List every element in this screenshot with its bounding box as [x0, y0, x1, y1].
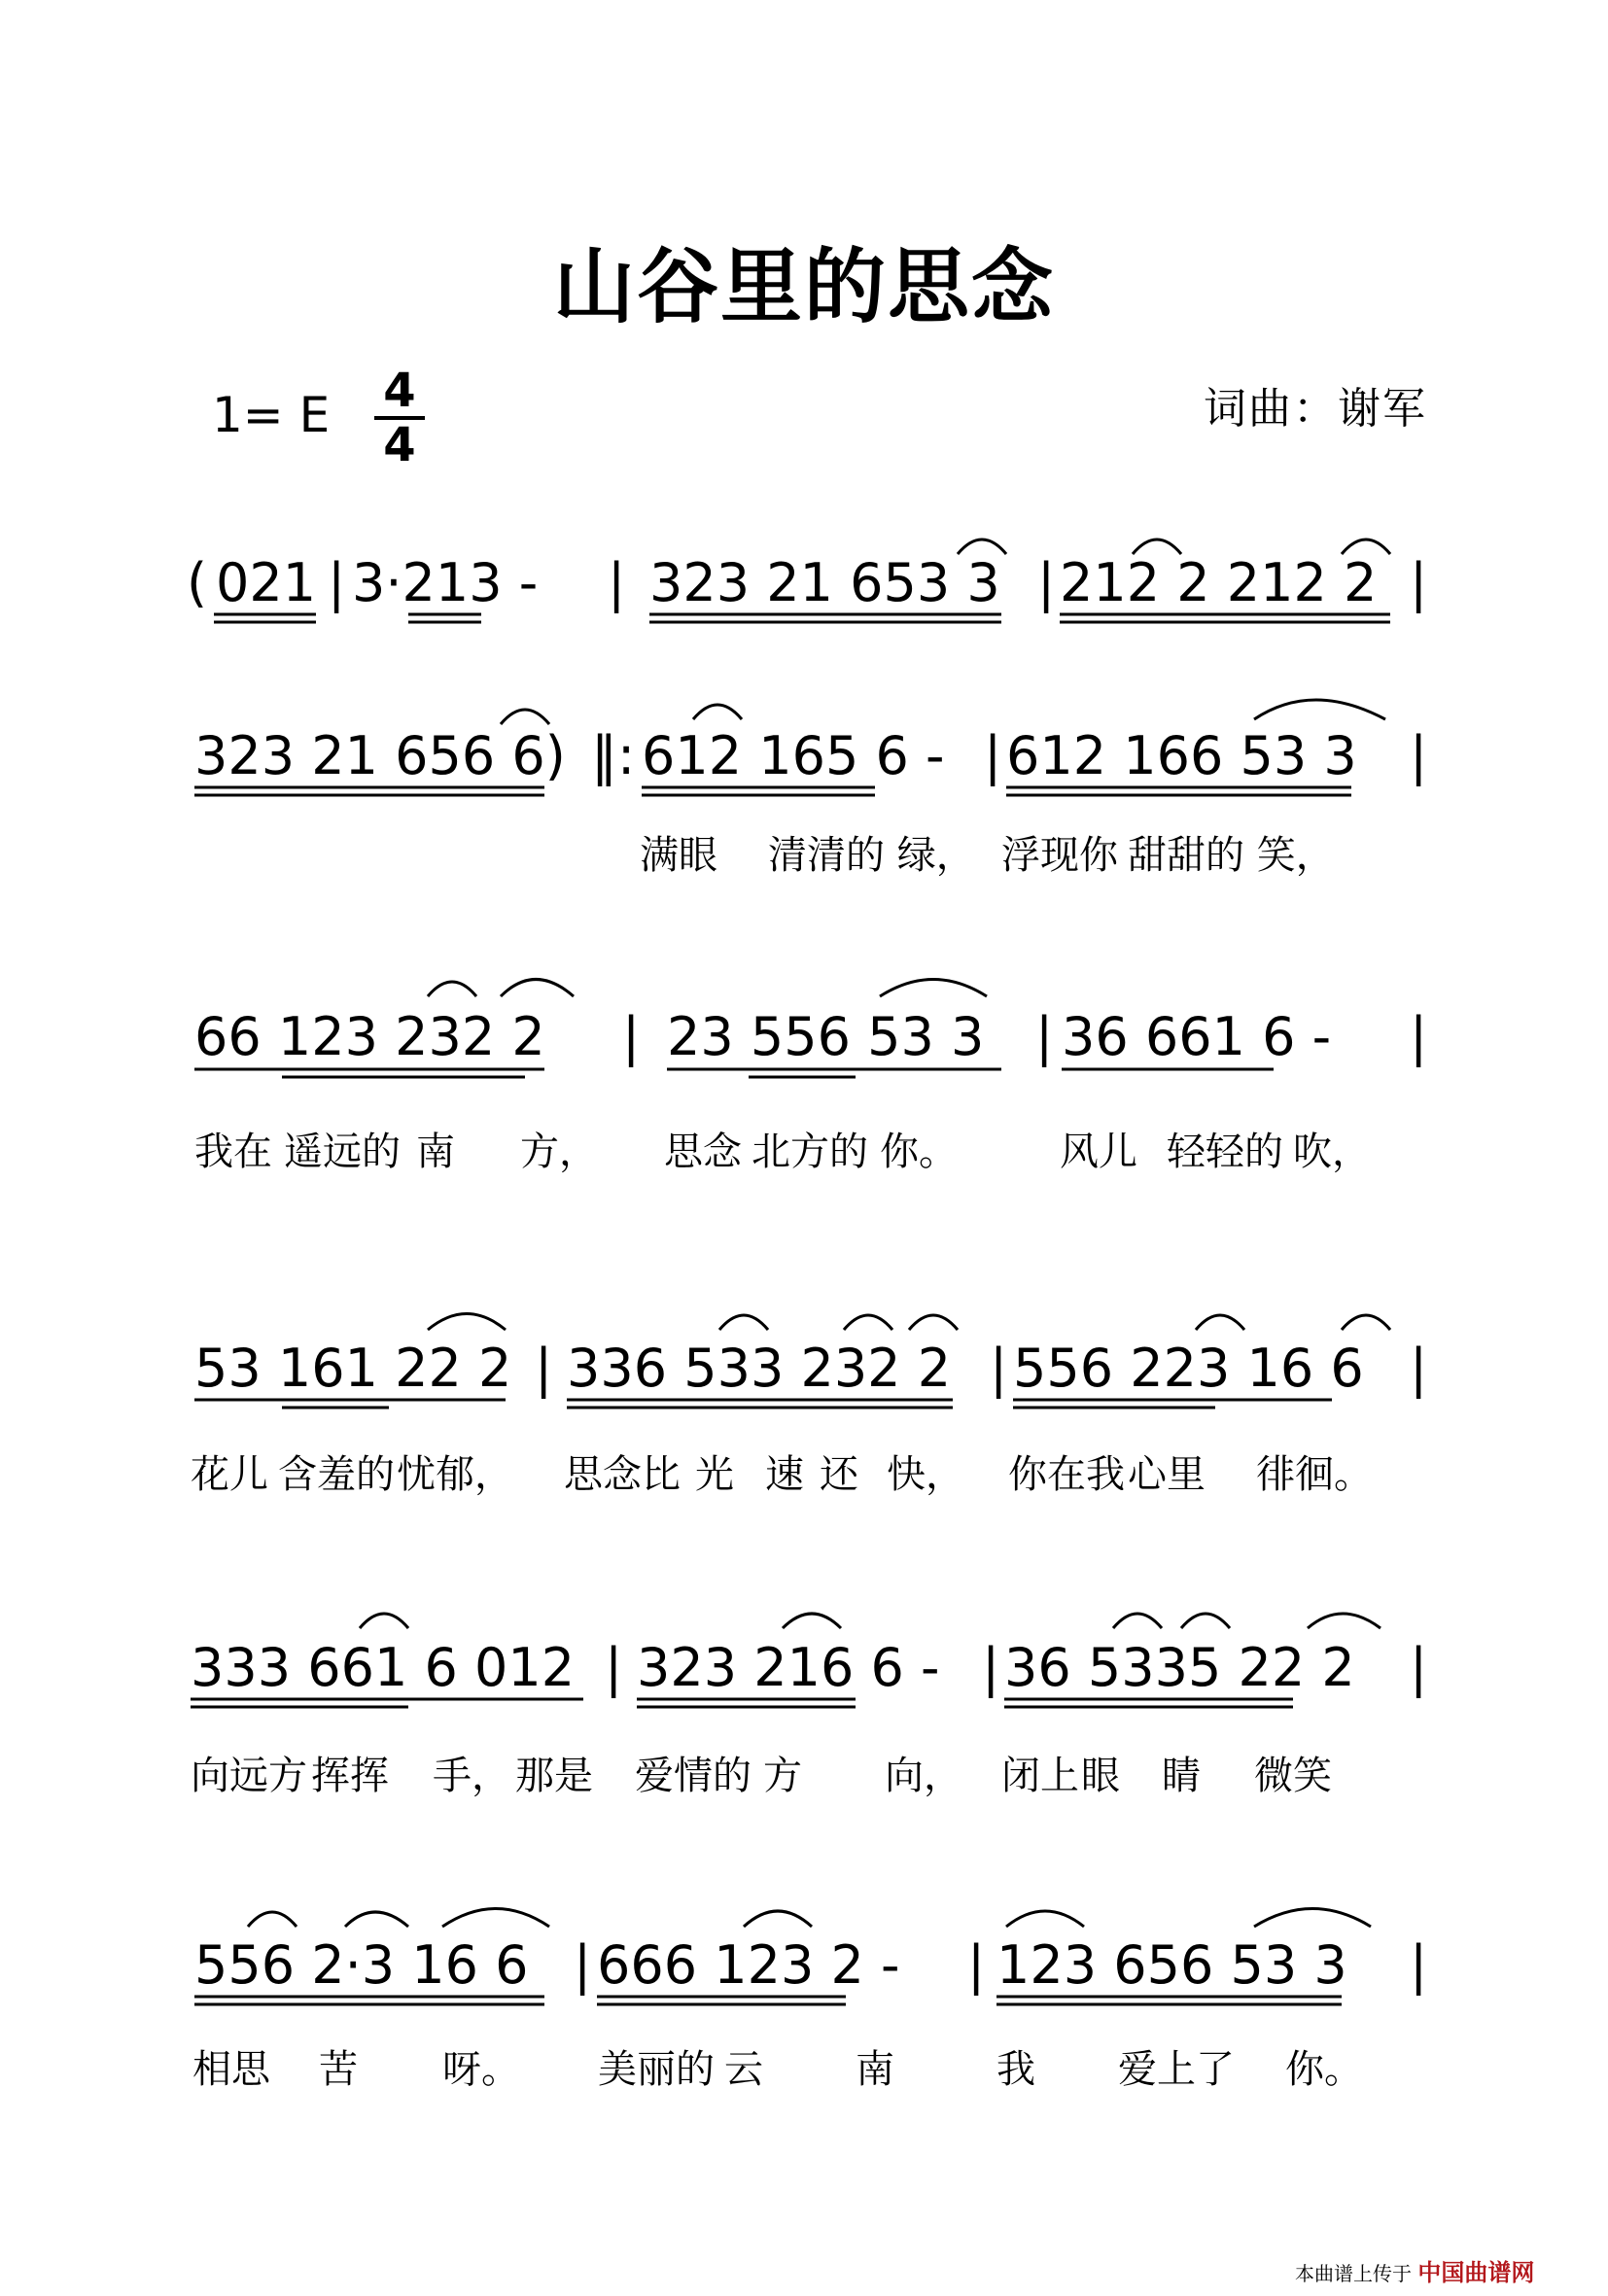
score-row — [192, 1934, 1427, 2092]
lyric-segment: 浮现你 — [1001, 833, 1118, 878]
notation-segment: | — [1037, 552, 1056, 613]
lyric-segment: 相思 — [192, 2047, 270, 2092]
notation-segment: | — [574, 1934, 592, 1996]
score-row — [191, 1338, 1427, 1497]
lyric-segment: 你。 — [1285, 2047, 1363, 2092]
notation-segment: 323 21 653 3 — [649, 552, 1000, 613]
lyric-segment: 爱上了 — [1118, 2047, 1235, 2092]
notation-segment: | — [622, 1006, 641, 1067]
lyric-segment: 轻轻的 — [1167, 1130, 1283, 1174]
footer — [1295, 2253, 1534, 2287]
page-title: 山谷里的思念 — [552, 238, 1055, 334]
lyric-segment: 吹， — [1293, 1130, 1371, 1174]
notation-segment: 556 2·3 16 6 — [194, 1934, 529, 1996]
notation-segment: 612 165 6 - — [642, 725, 945, 786]
lyric-segment: 苦 — [319, 2047, 358, 2092]
lyric-segment: 呀。 — [442, 2047, 520, 2092]
lyric-segment: 睛 — [1162, 1754, 1201, 1798]
notation-segment: | — [605, 1637, 623, 1698]
notation-segment: 323 21 656 6) — [194, 725, 566, 786]
lyric-segment: 南 — [856, 2047, 894, 2092]
notation-segment: ( — [187, 552, 208, 613]
lyric-segment: 清清的 绿， — [768, 833, 975, 878]
lyric-segment: 思念比 — [564, 1452, 681, 1497]
notation-segment: 3·213 - — [352, 552, 539, 613]
notation-segment: 612 166 53 3 — [1006, 725, 1357, 786]
lyric-segment: 思念 — [664, 1130, 742, 1174]
notation-segment: | — [1410, 1338, 1428, 1399]
lyric-segment: 向远方 — [191, 1754, 307, 1798]
lyric-segment: 向， — [885, 1754, 962, 1798]
notation-segment: | — [967, 1934, 986, 1996]
footer-text: 本曲谱上传于 — [1295, 2262, 1412, 2285]
notation-segment: 53 161 22 2 — [194, 1338, 512, 1399]
lyric-segment: 闭上 — [1001, 1754, 1079, 1798]
lyric-segment: 眼 — [1081, 1754, 1120, 1798]
lyric-segment: 方， — [520, 1130, 598, 1174]
notation-segment: 666 123 2 - — [597, 1934, 900, 1996]
lyric-segment: 微笑 — [1254, 1754, 1332, 1798]
lyric-segment: 满眼 — [640, 833, 717, 878]
meter-bottom: 4 — [383, 418, 416, 472]
score-row — [191, 1637, 1427, 1798]
lyric-segment: 花儿 — [191, 1452, 268, 1497]
lyric-segment: 徘徊。 — [1256, 1452, 1373, 1497]
score-row — [187, 552, 1427, 613]
notation-segment: 36 661 6 - — [1062, 1006, 1332, 1067]
lyric-segment: 甜甜的 笑， — [1128, 833, 1335, 878]
lyric-segment: 光 — [695, 1452, 734, 1497]
notation-segment: 333 661 6 012 — [191, 1637, 576, 1698]
notation-segment: 123 656 53 3 — [996, 1934, 1347, 1996]
lyric-segment: 方 — [763, 1754, 802, 1798]
notation-segment: | — [535, 1338, 553, 1399]
score-row — [194, 1006, 1427, 1174]
notation-segment: | — [1035, 1006, 1054, 1067]
notation-segment: | — [1410, 1006, 1428, 1067]
lyric-segment: 你在我 — [1008, 1452, 1125, 1497]
lyric-segment: 手， — [433, 1754, 510, 1798]
notation-segment: 556 223 16 6 — [1013, 1338, 1364, 1399]
notation-segment: 23 556 53 3 — [667, 1006, 985, 1067]
notation-segment: 323 216 6 - — [637, 1637, 940, 1698]
lyric-segment: 南 — [416, 1130, 455, 1174]
lyric-segment: 爱情的 — [635, 1754, 752, 1798]
lyric-segment: 快， — [887, 1452, 964, 1497]
notation-segment: | — [1410, 1934, 1428, 1996]
lyric-segment: 你。 — [880, 1130, 958, 1174]
lyric-segment: 忧郁， — [397, 1452, 513, 1497]
notation-segment: 336 533 232 2 — [567, 1338, 952, 1399]
lyric-segment: 还 — [820, 1452, 858, 1497]
notation-segment: 212 2 212 2 — [1060, 552, 1378, 613]
notation-segment: 36 5335 22 2 — [1004, 1637, 1355, 1698]
lyric-segment: 北方的 — [752, 1130, 868, 1174]
notation-segment: ‖: — [591, 725, 636, 786]
lyric-segment: 含羞的 — [278, 1452, 395, 1497]
notation-segment: | — [1410, 725, 1428, 786]
lyric-segment: 我在 — [194, 1130, 272, 1174]
notation-segment: | — [608, 552, 626, 613]
score-row — [194, 725, 1427, 878]
notation-segment: | — [990, 1338, 1008, 1399]
notation-segment: 021 — [216, 552, 317, 613]
lyric-segment: 遥远的 — [284, 1130, 401, 1174]
notation-segment: 66 123 232 2 — [194, 1006, 545, 1067]
notation-segment: | — [984, 725, 1002, 786]
lyric-segment: 风儿 — [1060, 1130, 1137, 1174]
lyric-segment: 我 — [996, 2047, 1035, 2092]
lyric-segment: 美丽的 — [598, 2047, 715, 2092]
lyric-segment: 心里 — [1128, 1452, 1206, 1497]
lyric-segment: 那是 — [515, 1754, 593, 1798]
lyric-segment: 云 — [724, 2047, 763, 2092]
notation-segment: | — [1410, 1637, 1428, 1698]
notation-segment: | — [328, 552, 346, 613]
lyric-segment: 挥挥 — [311, 1754, 389, 1798]
credit-text: 词曲：谢军 — [1204, 384, 1427, 434]
footer-site-link[interactable]: 中国曲谱网 — [1417, 2259, 1535, 2286]
notation-segment: | — [1410, 552, 1428, 613]
key-signature: 1= E — [212, 387, 331, 443]
lyric-segment: 速 — [765, 1452, 804, 1497]
notation-segment: | — [982, 1637, 1000, 1698]
meter-top: 4 — [383, 364, 416, 418]
